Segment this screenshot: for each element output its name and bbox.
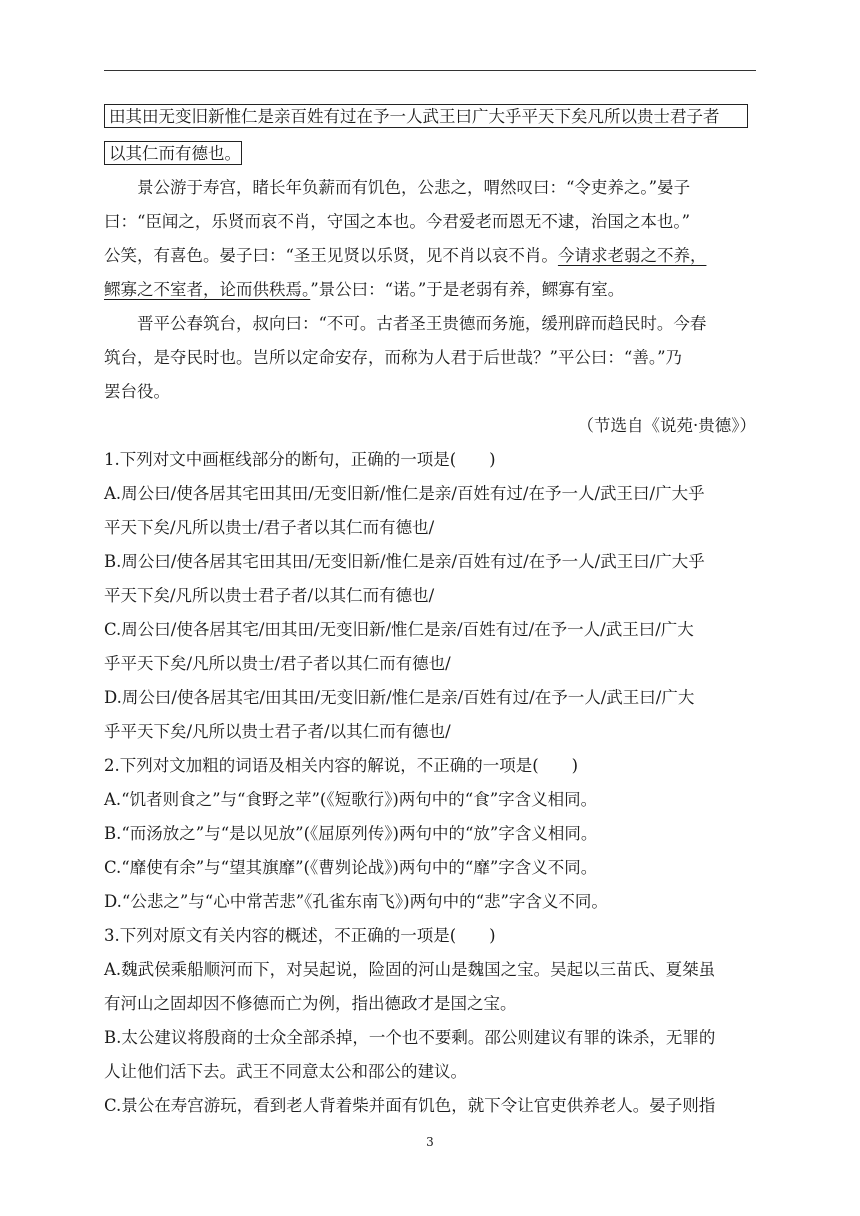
passage-p1-line-2: 曰：“臣闻之，乐贤而哀不肖，守国之本也。今君爱老而恩无不逮，治国之本也。” [104,212,691,231]
passage-p1-line-3 [104,245,706,267]
question-3-option-a: A.魏武侯乘船顺河而下，对吴起说，险固的河山是魏国之宝。吴起以三苗氏、夏桀虽 [104,960,716,979]
question-3-stem: 3.下列对原文有关内容的概述，不正确的一项是( ) [104,926,496,945]
question-2-option-a: A.“饥者则食之”与“食野之苹”(《短歌行》)两句中的“食”字含义相同。 [104,790,598,809]
question-1-option-c-cont: 乎平天下矣/凡所以贵士/君子者以其仁而有德也/ [104,654,451,673]
underlined-sentence: 今请求老弱之不养， [557,246,707,265]
question-3-option-a-cont: 有河山之固却因不修德而亡为例，指出德政才是国之宝。 [104,994,517,1013]
question-1-stem: 1.下列对文中画框线部分的断句，正确的一项是( ) [104,450,496,469]
question-2-option-d: D.“公悲之”与“心中常苦悲”《孔雀东南飞》)两句中的“悲”字含义不同。 [104,892,608,911]
source-citation: （节选自《说苑·贵德》） [577,416,756,435]
question-2-stem: 2.下列对文加粗的词语及相关内容的解说，不正确的一项是( ) [104,756,579,775]
underlined-sentence: 鳏寡之不室者，论而供秩焉。 [104,280,311,299]
framed-sentence-line-1: 田其田无变旧新惟仁是亲百姓有过在予一人武王曰广大乎平天下矣凡所以贵士君子者 [104,104,748,128]
question-1-option-b-cont: 平天下矣/凡所以贵士君子者/以其仁而有德也/ [104,586,435,605]
passage-text: ”景公曰：“诺。”于是老弱有养，鳏寡有室。 [310,280,625,299]
passage-p2-line-2: 筑台，是夺民时也。岂所以定命安存，而称为人君于后世哉？”平公曰：“善。”乃 [104,348,683,367]
question-3-option-c: C.景公在寿宫游玩，看到老人背着柴并面有饥色，就下令让官吏供养老人。晏子则指 [104,1096,716,1115]
question-2-option-c: C.“靡使有余”与“望其旗靡”(《曹刿论战》)两句中的“靡”字含义不同。 [104,858,598,877]
question-1-option-a: A.周公曰/使各居其宅田其田/无变旧新/惟仁是亲/百姓有过/在予一人/武王曰/广大乎 [104,484,705,503]
page-number: 3 [426,1135,434,1149]
passage-p2-line-1: 晋平公春筑台，叔向曰：“不可。古者圣王贵德而务施，缓刑辟而趋民时。今春 [137,314,707,333]
question-1-option-d-cont: 乎平天下矣/凡所以贵士君子者/以其仁而有德也/ [104,722,451,741]
question-3-option-b-cont: 人让他们活下去。武王不同意太公和邵公的建议。 [104,1062,467,1081]
passage-text: 公笑，有喜色。晏子曰：“圣王见贤以乐贤，见不肖以哀不肖。 [104,246,558,265]
passage-p1-line-1: 景公游于寿宫，睹长年负薪而有饥色，公悲之，喟然叹曰：“令吏养之。”晏子 [137,178,691,197]
question-2-option-b: B.“而汤放之”与“是以见放”(《屈原列传》)两句中的“放”字含义相同。 [104,824,598,843]
header-rule [104,70,756,71]
question-1-option-c: C.周公曰/使各居其宅/田其田/无变旧新/惟仁是亲/百姓有过/在予一人/武王曰/广大 [104,620,694,639]
passage-p1-line-4 [104,279,624,301]
question-3-option-b: B.太公建议将殷商的士众全部杀掉，一个也不要剩。邵公则建议有罪的诛杀，无罪的 [104,1028,716,1047]
question-1-option-b: B.周公曰/使各居其宅田其田/无变旧新/惟仁是亲/百姓有过/在予一人/武王曰/广大乎 [104,552,705,571]
passage-p2-line-3: 罢台役。 [104,382,170,401]
question-1-option-a-cont: 平天下矣/凡所以贵士/君子者以其仁而有德也/ [104,518,435,537]
question-1-option-d: D.周公曰/使各居其宅/田其田/无变旧新/惟仁是亲/百姓有过/在予一人/武王曰/广大 [104,688,695,707]
framed-sentence-line-2: 以其仁而有德也。 [104,141,242,165]
